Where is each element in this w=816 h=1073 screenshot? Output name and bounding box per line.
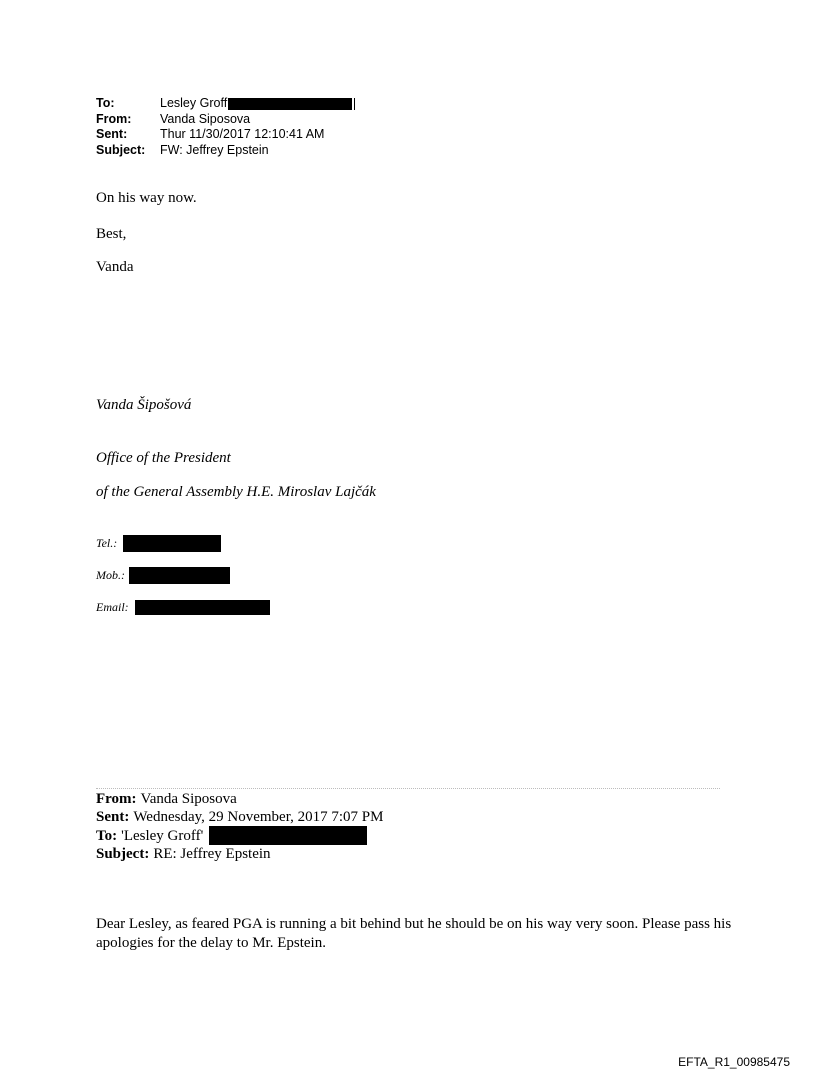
to-label: To: <box>96 96 115 110</box>
fwd-sent-value: Wednesday, 29 November, 2017 7:07 PM <box>133 809 384 826</box>
message-divider <box>96 788 720 789</box>
fwd-from-value: Vanda Siposova <box>140 791 237 807</box>
sent-value: Thur 11/30/2017 12:10:41 AM <box>160 127 325 141</box>
redaction-bar <box>228 98 352 110</box>
body-line-3: Vanda <box>96 259 134 275</box>
document-id: EFTA_R1_00985475 <box>678 1055 790 1069</box>
fwd-from-label: From: <box>96 791 137 807</box>
header-from-row <box>96 112 355 128</box>
to-value <box>160 96 355 112</box>
fwd-subject-value: RE: Jeffrey Epstein <box>153 846 271 863</box>
header-sent-row <box>96 127 355 143</box>
redaction-bar <box>135 600 270 615</box>
bracket-mark <box>354 98 355 110</box>
email-header <box>96 96 355 158</box>
subject-label: Subject: <box>96 142 146 157</box>
from-value: Vanda Siposova <box>160 111 251 126</box>
signature-office-1: Office of the President <box>96 450 231 466</box>
header-subject-row <box>96 143 355 159</box>
mob-label: Mob.: <box>96 568 125 582</box>
fwd-from-row <box>96 790 383 808</box>
to-name: Lesley Groff <box>160 96 228 110</box>
from-label: From: <box>96 111 132 126</box>
signature-tel-row <box>96 535 221 552</box>
body-line-1: On his way now. <box>96 190 197 206</box>
email-label: Email: <box>96 600 129 614</box>
subject-value: FW: Jeffrey Epstein <box>160 142 269 157</box>
tel-label: Tel.: <box>96 536 118 550</box>
redaction-bar <box>209 826 367 845</box>
signature-office-2: of the General Assembly H.E. Miroslav Lajčák <box>96 484 376 500</box>
fwd-subject-label: Subject: <box>96 846 150 863</box>
forwarded-header <box>96 790 383 864</box>
fwd-sent-label: Sent: <box>96 809 130 826</box>
body-line-2: Best, <box>96 226 127 242</box>
redaction-bar <box>123 535 221 552</box>
fwd-sent-row <box>96 808 383 826</box>
sent-label: Sent: <box>96 127 128 141</box>
fwd-to-label: To: <box>96 827 118 844</box>
fwd-subject-row <box>96 845 383 863</box>
fwd-to-value: 'Lesley Groff' <box>121 827 204 844</box>
forwarded-message: Dear Lesley, as feared PGA is running a bit behind but he should be on his way very soon. Please pass his apologies for the delay to Mr. Epstein. <box>96 916 732 951</box>
signature-name: Vanda Šipošová <box>96 397 192 413</box>
signature-email-row <box>96 600 270 615</box>
fwd-to-row <box>96 826 383 845</box>
redaction-bar <box>129 567 230 584</box>
signature-mob-row <box>96 567 230 584</box>
header-to-row <box>96 96 355 112</box>
